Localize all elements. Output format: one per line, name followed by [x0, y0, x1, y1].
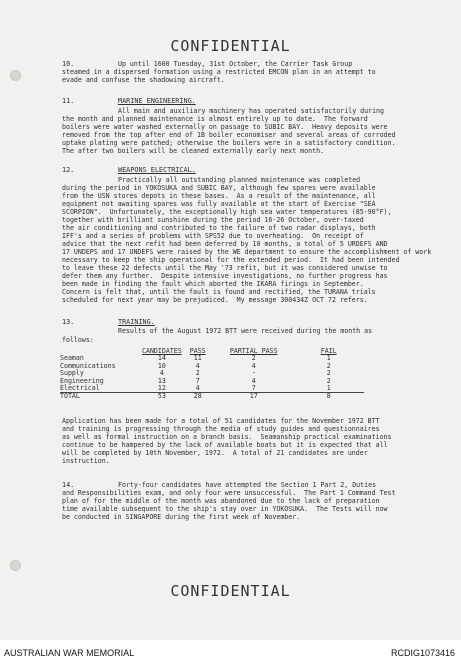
para-13-number: 13.	[62, 318, 75, 326]
table-cell: 7	[195, 376, 200, 385]
para-12-line: Practically all outstanding planned maintenance was completed	[118, 176, 361, 184]
table-cell: 4	[195, 384, 200, 393]
table-header: FAIL	[320, 347, 337, 355]
table-row	[60, 378, 364, 385]
table-cell: 7	[251, 384, 256, 393]
table-cell: 2	[195, 369, 200, 378]
para-13-heading: TRAINING.	[118, 318, 155, 326]
para-13-after-line: continue to be hampered by the lack of available boats but it is expected that all	[62, 441, 388, 449]
para-12-line: the air conditioning and contributed to the failure of two radar displays, both	[62, 224, 376, 232]
table-cell: 1	[326, 354, 331, 363]
para-12-line: been made in finding the fault which aborted the IKARA firings in September.	[62, 280, 364, 288]
para-11-heading: MARINE ENGINEERING.	[118, 97, 196, 105]
table-cell: 13	[157, 376, 166, 385]
table-cell: 4	[195, 361, 200, 370]
para-13-after-line: Application has been made for a total of 51 candidates for the November 1972 BTT	[62, 417, 380, 425]
table-cell: 10	[157, 361, 166, 370]
para-12-line: IFF's and a series of problems with SPS52 due to overheating. On receipt of	[62, 232, 364, 240]
para-14-number: 14.	[62, 481, 75, 489]
para-12-line: SCORPION". Unfortunately, the exceptionally high sea water temperatures (85-90°F),	[62, 208, 392, 216]
table-cell: 2	[326, 369, 331, 378]
table-cell: 2	[326, 376, 331, 385]
para-13-after-line: instruction.	[62, 457, 110, 465]
para-14-line: and Responsibilities exam, and only four were unsuccessful. The Part 1 Command Test	[62, 489, 396, 497]
para-12-line: together with brilliant sunshine during the period 16-26 October, over-taxed	[62, 216, 364, 224]
para-13-intro-line: Results of the August 1972 BTT were received during the month as	[118, 327, 373, 335]
para-14-line: be conducted in SINGAPORE during the first week of November.	[62, 513, 301, 521]
table-total-cell: 17	[214, 393, 294, 401]
para-11-line: the month and planned maintenance is almost entirely up to date. The forward	[62, 115, 368, 123]
para-11-line: The after two boilers will be cleaned externally early next month.	[62, 147, 325, 155]
table-cell: -	[251, 369, 256, 378]
para-11-line: uptake plating were patched; otherwise the boilers were in a satisfactory condition.	[62, 139, 396, 147]
para-12-line: Concern is felt that, until the fault is found and rectified, the TURANA trials	[62, 288, 376, 296]
table-cell: Engineering	[60, 376, 104, 385]
para-10-line: Up until 1600 Tuesday, 31st October, the Carrier Task Group	[118, 60, 353, 68]
table-cell: 11	[193, 354, 202, 363]
archive-record-id: RCDIG1073416	[390, 648, 455, 658]
para-10-line: steamed in a dispersed formation using a restricted EMCON plan in an attempt to	[62, 68, 376, 76]
para-14-line: Forty-four candidates have attempted the Section 1 Part 2, Duties	[118, 481, 377, 489]
para-12-line: during the period in YOKOSUKA and SUBIC BAY, although few spares were available	[62, 184, 376, 192]
para-12-line: to leave these 22 defects until the May '73 refit, but it was considered unwise to	[62, 264, 388, 272]
para-13-after-line: as well as formal instruction on a branch basis. Seamanship practical examinations	[62, 433, 392, 441]
para-11-line: All main and auxiliary machinery has operated satisfactorily during	[118, 107, 384, 115]
para-11-line: removed from the top after end of 1B boiler economiser and several areas of corroded	[62, 131, 396, 139]
para-12-number: 12.	[62, 166, 75, 174]
para-10-number: 10.	[62, 60, 75, 68]
table-cell: Seaman	[60, 354, 84, 363]
punch-hole	[10, 560, 21, 571]
para-13-intro-line: follows:	[62, 336, 94, 344]
punch-hole	[10, 70, 21, 81]
para-12-line: necessary to keep the ship operational for the extended period. It had been intended	[62, 256, 400, 264]
table-total-cell: TOTAL	[60, 393, 142, 401]
table-cell: Electrical	[60, 384, 100, 393]
table-cell: 1	[326, 384, 331, 393]
para-12-line: advice that the next refit had been deferred by 10 months, a total of 5 URDEFS AND	[62, 240, 388, 248]
footer-classification: CONFIDENTIAL	[170, 582, 291, 600]
table-cell: 14	[157, 354, 166, 363]
table-header: CANDIDATES	[142, 347, 182, 355]
para-10-line: evade and confuse the shadowing aircraft.	[62, 76, 225, 84]
table-total-cell: 53	[142, 393, 182, 401]
training-results-table	[60, 348, 364, 401]
para-11-number: 11.	[62, 97, 75, 105]
table-cell: Communications	[60, 361, 116, 370]
para-13-after-line: will be completed by 10th November, 1972. A total of 21 candidates are under	[62, 449, 368, 457]
para-12-line: from the USN stores depots in these bases. As a result of the maintenance, all	[62, 192, 376, 200]
table-total-row	[60, 393, 364, 401]
table-cell: 12	[157, 384, 166, 393]
header-classification: CONFIDENTIAL	[170, 37, 291, 55]
table-row	[60, 385, 364, 393]
para-11-line: boilers were water washed externally on passage to SUBIC BAY. Heavy deposits were	[62, 123, 388, 131]
archive-footer	[0, 640, 461, 666]
table-header-row	[60, 348, 364, 355]
table-cell: 2	[326, 361, 331, 370]
para-12-line: scheduled for next year may be prejudiced. My message 300434Z OCT 72 refers.	[62, 296, 368, 304]
table-total-cell: 8	[294, 393, 364, 401]
para-12-line: 17 UNDEPS and 17 UNDEFS were raised by the WE department to ensure the accomplishment of work	[62, 248, 432, 256]
para-14-line: plan of for the middle of the month was abandoned due to the lack of preparation	[62, 497, 380, 505]
table-cell: 4	[251, 376, 256, 385]
table-cell: 4	[251, 361, 256, 370]
table-header: PASS	[189, 347, 206, 355]
para-12-line: defer them any further. Despite intensive investigations, no further progress has	[62, 272, 388, 280]
para-12-heading: WEAPONS ELECTRICAL.	[118, 166, 196, 174]
table-total-cell: 28	[182, 393, 214, 401]
archive-name: AUSTRALIAN WAR MEMORIAL	[4, 648, 135, 658]
para-12-line: equipment not awaiting spares was fully available at the start of Exercise "SEA	[62, 200, 376, 208]
table-header: PARTIAL PASS	[229, 347, 278, 355]
para-13-after-line: and training is progressing through the media of study guides and questionnaires	[62, 425, 380, 433]
table-row	[60, 370, 364, 377]
table-cell: 2	[251, 354, 256, 363]
table-cell: 4	[159, 369, 164, 378]
para-14-line: time available subsequent to the ship's stay over in YOKOSUKA. The Tests will now	[62, 505, 388, 513]
table-cell: Supply	[60, 369, 84, 378]
table-row	[60, 363, 364, 370]
